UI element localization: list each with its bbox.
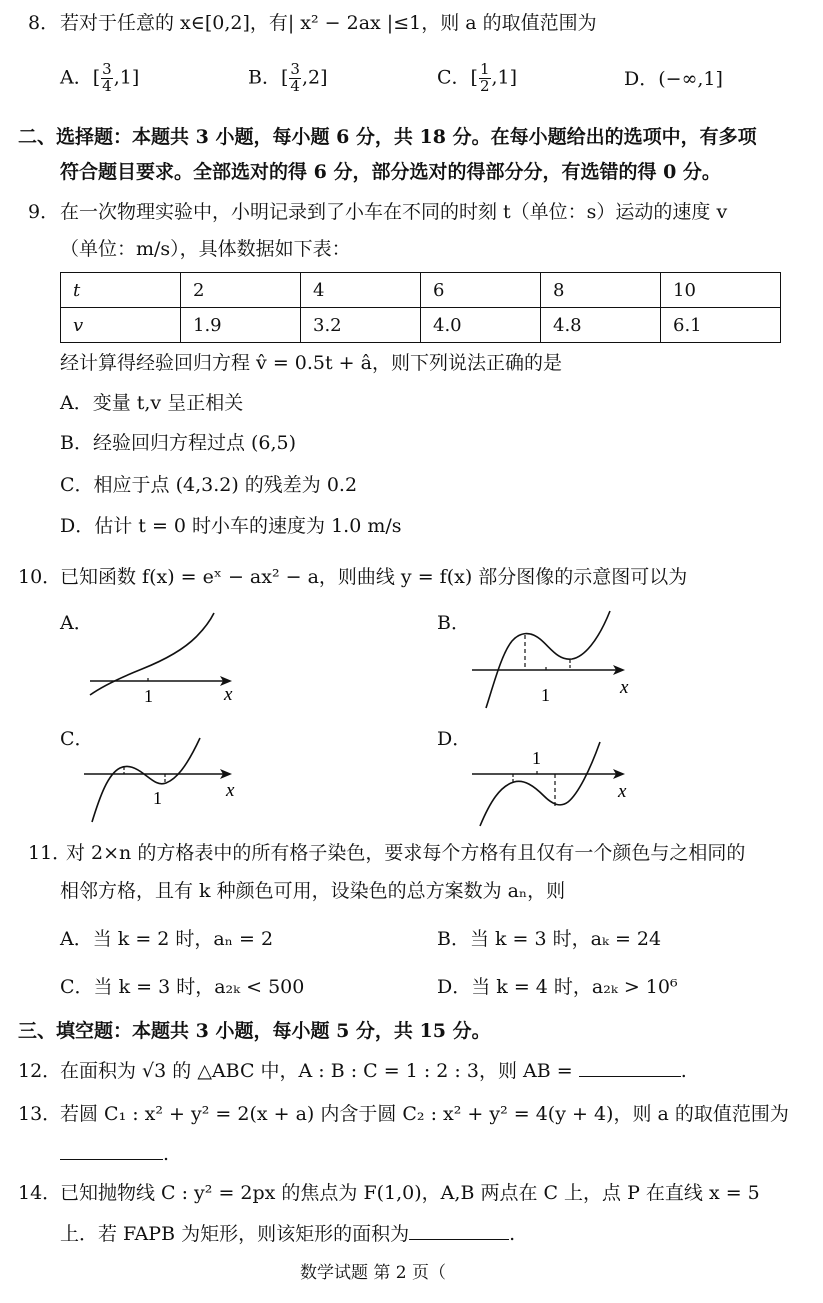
table-cell: 4.8 [541, 308, 661, 343]
q10-stem: 已知函数 f(x) = eˣ − ax² − a，则曲线 y = f(x) 部分图像的示意图可以为 [60, 566, 688, 588]
table-cell: 3.2 [301, 308, 421, 343]
curve [92, 738, 200, 822]
q10-number: 10． [18, 566, 62, 588]
table-cell: 10 [661, 273, 781, 308]
q9-stem-line2: （单位：m/s），具体数据如下表： [60, 238, 351, 260]
q13-stem: 若圆 C₁ : x² + y² = 2(x + a) 内含于圆 C₂ : x² + y² = 4(y + 4)，则 a 的取值范围为 [60, 1103, 789, 1125]
q11-option-c: C．当 k = 3 时，a₂ₖ < 500 [60, 976, 305, 998]
q8-option-c: C．[ $\frac{1}{2}$ ,1] [437, 60, 518, 95]
q10-graph-c [82, 734, 252, 829]
q14-number: 14． [18, 1182, 62, 1204]
q14-stem-line2: 上．若 FAPB 为矩形，则该矩形的面积为 . [60, 1223, 516, 1245]
q8-stem: 若对于任意的 x∈[0,2]，有| x² − 2ax |≤1，则 a 的取值范围为 [60, 12, 597, 34]
tick-label: 1 [532, 748, 541, 768]
table-cell: t [61, 273, 181, 308]
q8-option-b: B．[ $\frac{3}{4}$ ,2] [248, 60, 328, 95]
answer-blank[interactable] [60, 1143, 163, 1160]
table-cell: 2 [181, 273, 301, 308]
q9-data-table [60, 272, 781, 343]
q9-number: 9． [28, 201, 60, 223]
q9-option-b: B．经验回归方程过点 (6,5) [60, 432, 297, 454]
q10-option-a-label: A． [60, 612, 93, 634]
tick-label: 1 [144, 686, 153, 705]
q13-number: 13． [18, 1103, 62, 1125]
q9-option-a: A．变量 t,v 呈正相关 [60, 392, 244, 414]
page-footer: 数学试题 第 2 页（ [300, 1263, 447, 1283]
section2-heading-line2: 符合题目要求。全部选对的得 6 分，部分选对的得部分分，有选错的得 0 分。 [60, 161, 721, 183]
tick-label: 1 [541, 685, 550, 705]
answer-blank[interactable] [409, 1223, 509, 1240]
table-row [61, 308, 781, 343]
q11-stem-line1: 对 2×n 的方格表中的所有格子染色，要求每个方格有且仅有一个颜色与之相同的 [66, 842, 746, 864]
q10-graph-d [468, 738, 638, 833]
q10-graph-b [468, 605, 638, 715]
table-cell: 6.1 [661, 308, 781, 343]
q10-option-b-label: B． [437, 612, 470, 634]
table-cell: 4 [301, 273, 421, 308]
q9-stem-line1: 在一次物理实验中，小明记录到了小车在不同的时刻 t（单位：s）运动的速度 v [60, 201, 728, 223]
table-cell: 1.9 [181, 308, 301, 343]
table-cell: 6 [421, 273, 541, 308]
axis-label-x: x [618, 781, 627, 802]
q12-number: 12． [18, 1060, 62, 1082]
tick-label: 1 [153, 788, 162, 808]
table-cell: v [61, 308, 181, 343]
q9-option-d: D．估计 t = 0 时小车的速度为 1.0 m/s [60, 515, 402, 537]
q9-option-c: C．相应于点 (4,3.2) 的残差为 0.2 [60, 474, 358, 496]
q8-option-d: D．(−∞,1] [624, 68, 723, 90]
table-cell: 4.0 [421, 308, 541, 343]
section2-heading-line1: 二、选择题：本题共 3 小题，每小题 6 分，共 18 分。在每小题给出的选项中，有多项 [18, 126, 757, 148]
axis-label-x: x [226, 780, 235, 801]
q11-option-a: A．当 k = 2 时，aₙ = 2 [60, 928, 274, 950]
q10-graph-a [82, 605, 252, 705]
axis-label-x: x [224, 684, 233, 705]
table-row [61, 273, 781, 308]
q12-stem: 在面积为 √3 的 △ABC 中，A : B : C = 1 : 2 : 3，则 AB = . [60, 1060, 687, 1082]
q11-number: 11． [28, 842, 72, 864]
table-cell: 8 [541, 273, 661, 308]
q11-option-b: B．当 k = 3 时，aₖ = 24 [437, 928, 662, 950]
q11-option-d: D．当 k = 4 时，a₂ₖ > 10⁶ [437, 976, 678, 998]
q11-stem-line2: 相邻方格，且有 k 种颜色可用，设染色的总方案数为 aₙ，则 [60, 880, 566, 902]
q13-answer-line: . [60, 1143, 169, 1166]
q8-option-a: A．[ $\frac{3}{4}$ ,1] [60, 60, 140, 95]
q10-option-c-label: C． [60, 728, 94, 750]
q8-number: 8． [28, 12, 60, 34]
curve [90, 613, 214, 695]
q9-regression-stem: 经计算得经验回归方程 v̂ = 0.5t + â，则下列说法正确的是 [60, 352, 562, 374]
q14-stem-line1: 已知抛物线 C : y² = 2px 的焦点为 F(1,0)，A,B 两点在 C 上，点 P 在直线 x = 5 [60, 1182, 760, 1204]
q10-option-d-label: D． [437, 728, 472, 750]
axis-label-x: x [620, 677, 629, 698]
section3-heading: 三、填空题：本题共 3 小题，每小题 5 分，共 15 分。 [18, 1020, 491, 1042]
answer-blank[interactable] [579, 1060, 681, 1077]
